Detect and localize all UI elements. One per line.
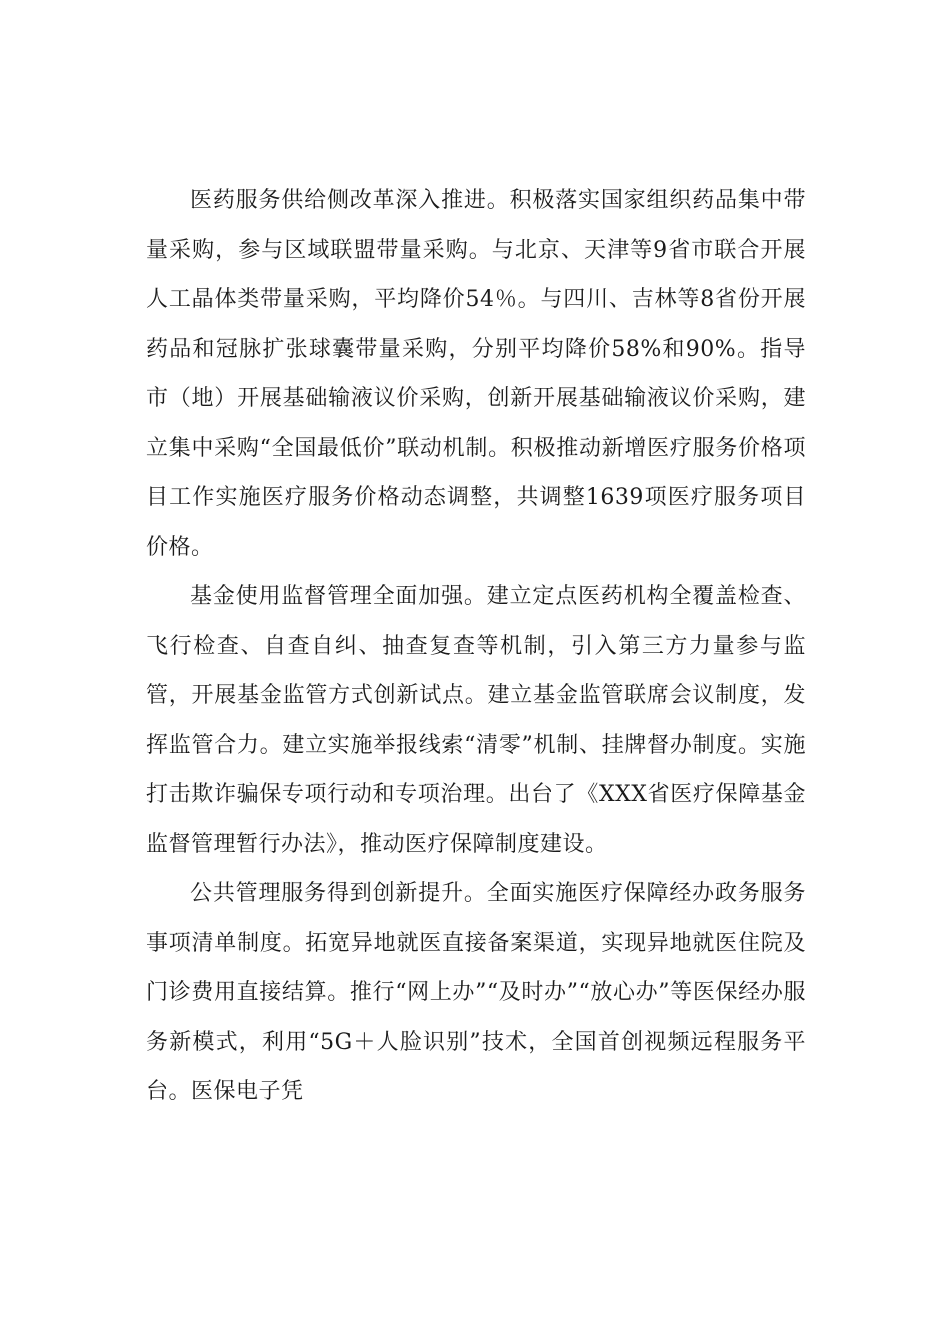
paragraph-fund-supervision: 基金使用监督管理全面加强。建立定点医药机构全覆盖检查、飞行检查、自查自纠、抽查复查等机制，引入第三方力量参与监管，开展基金监管方式创新试点。建立基金监管联席会议制度，发挥监管合力。建立实施举报线索“清零”机制、挂牌督办制度。实施打击欺诈骗保专项行动和专项治理。出台了《XXX省医疗保障基金监督管理暂行办法》，推动医疗保障制度建设。 <box>146 584 806 857</box>
paragraph-public-service: 公共管理服务得到创新提升。全面实施医疗保障经办政务服务事项清单制度。拓宽异地就医直接备案渠道，实现异地就医住院及门诊费用直接结算。推行“网上办”“及时办”“放心办”等医保经办服务新模式，利用“5G＋人脸识别”技术，全国首创视频远程服务平台。医保电子凭 <box>146 881 806 1104</box>
paragraph-drug-procurement: 医药服务供给侧改革深入推进。积极落实国家组织药品集中带量采购，参与区域联盟带量采购。与北京、天津等9省市联合开展人工晶体类带量采购，平均降价54％。与四川、吉林等8省份开展药品和冠脉扩张球囊带量采购，分别平均降价58%和90%。指导市（地）开展基础输液议价采购，创新开展基础输液议价采购，建立集中采购“全国最低价”联动机制。积极推动新增医疗服务价格项目工作实施医疗服务价格动态调整，共调整1639项医疗服务项目价格。 <box>146 188 806 560</box>
document-body <box>146 176 806 1117</box>
